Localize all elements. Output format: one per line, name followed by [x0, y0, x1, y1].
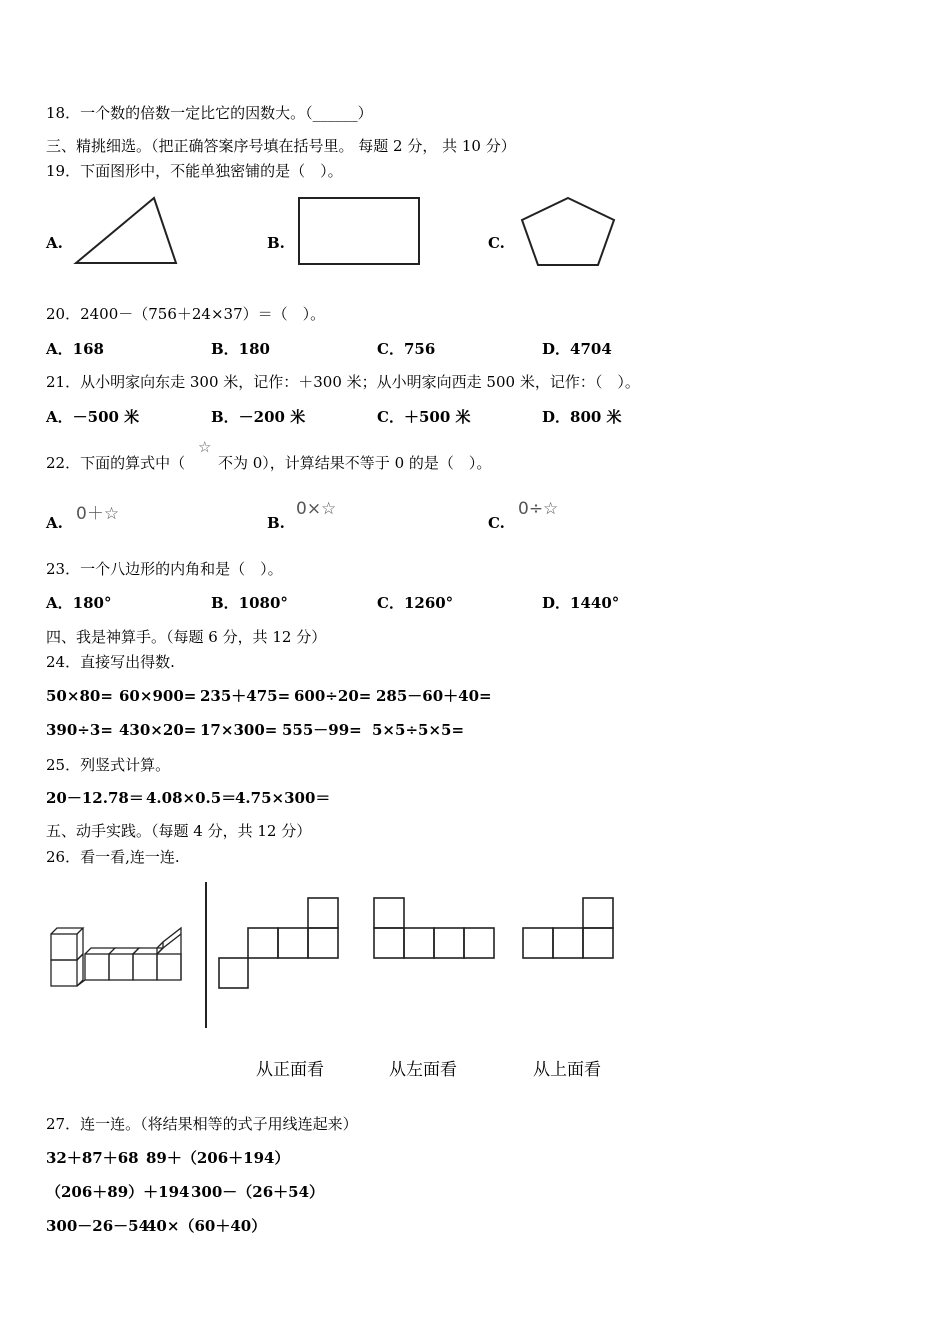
caption-left-view: 从左面看 [389, 1060, 457, 1080]
q20-option-a[interactable]: A．168 [46, 340, 104, 358]
q27-right-expression[interactable]: 89＋（206＋194） [146, 1149, 290, 1167]
q20-option-b[interactable]: B．180 [211, 340, 270, 358]
question-26-stem: 26．看一看,连一连. [46, 848, 180, 866]
q23-option-d[interactable]: D．1440° [542, 594, 620, 612]
divider-line [203, 882, 209, 1028]
q22-option-b-label[interactable]: B. [267, 514, 285, 532]
rectangle-shape [296, 195, 424, 267]
q25-item: 4.75×300＝ [235, 789, 331, 807]
caption-top-view: 从上面看 [533, 1060, 601, 1080]
q24-item: 285－60＋40= [376, 687, 492, 705]
section-4-heading: 四、我是神算手。（每题 6 分，共 12 分） [46, 628, 327, 646]
q24-item: 60×900= [119, 687, 197, 705]
q22-option-c-label[interactable]: C. [488, 514, 505, 532]
q22-option-b-expression: 0×☆ [296, 499, 337, 519]
q23-option-a[interactable]: A．180° [46, 594, 112, 612]
q23-option-c[interactable]: C．1260° [377, 594, 454, 612]
q25-item: 20－12.78＝ [46, 789, 144, 807]
q24-item: 390÷3= [46, 721, 113, 739]
q19-option-b-label[interactable]: B. [267, 234, 285, 252]
question-27-stem: 27．连一连。（将结果相等的式子用线连起来） [46, 1115, 358, 1133]
q27-left-expression[interactable]: （206＋89）＋194 [46, 1183, 190, 1201]
star-symbol: ☆ [198, 438, 212, 456]
view-3-grid [520, 895, 617, 961]
question-20-stem: 20．2400－（756＋24×37）＝（ ）。 [46, 305, 326, 323]
q20-option-c[interactable]: C．756 [377, 340, 436, 358]
view-2-grid [371, 895, 498, 961]
question-21-stem: 21．从小明家向东走 300 米，记作：＋300 米；从小明家向西走 500 米，记作：（ ）。 [46, 373, 640, 391]
q22-option-a-expression: 0＋☆ [76, 504, 120, 524]
q27-left-expression[interactable]: 32＋87＋68 [46, 1149, 139, 1167]
question-25-stem: 25．列竖式计算。 [46, 756, 171, 774]
question-22-stem-part1: 22．下面的算式中（ [46, 454, 186, 472]
q19-option-a-label[interactable]: A. [46, 234, 63, 252]
q27-right-expression[interactable]: 300－（26＋54） [191, 1183, 325, 1201]
question-24-stem: 24．直接写出得数. [46, 653, 175, 671]
q27-right-expression[interactable]: 40×（60＋40） [146, 1217, 267, 1235]
question-18: 18．一个数的倍数一定比它的因数大。（______） [46, 104, 373, 122]
q24-item: 430×20= [119, 721, 197, 739]
q24-item: 600÷20= [294, 687, 372, 705]
section-3-heading: 三、精挑细选。（把正确答案序号填在括号里。 每题 2 分， 共 10 分） [46, 137, 516, 155]
triangle-shape [72, 194, 182, 268]
question-23-stem: 23．一个八边形的内角和是（ ）。 [46, 560, 283, 578]
q24-item: 5×5÷5×5= [372, 721, 465, 739]
view-1-grid [216, 895, 342, 991]
q22-option-a-label[interactable]: A. [46, 514, 63, 532]
q24-item: 235＋475= [200, 687, 291, 705]
q20-option-d[interactable]: D．4704 [542, 340, 612, 358]
q21-option-d[interactable]: D．800 米 [542, 408, 622, 426]
q27-left-expression[interactable]: 300－26－54 [46, 1217, 150, 1235]
caption-front-view: 从正面看 [256, 1060, 324, 1080]
question-22-stem-part2: 不为 0），计算结果不等于 0 的是（ ）。 [218, 454, 492, 472]
q21-option-c[interactable]: C．＋500 米 [377, 408, 471, 426]
cube-solid-figure [46, 926, 186, 992]
q25-item: 4.08×0.5＝ [146, 789, 237, 807]
q22-option-c-expression: 0÷☆ [518, 499, 559, 519]
q23-option-b[interactable]: B．1080° [211, 594, 288, 612]
q24-item: 17×300= [200, 721, 278, 739]
q24-item: 50×80= [46, 687, 113, 705]
q19-option-c-label[interactable]: C. [488, 234, 505, 252]
section-5-heading: 五、动手实践。（每题 4 分，共 12 分） [46, 822, 312, 840]
q24-item: 555－99= [282, 721, 362, 739]
pentagon-shape [518, 195, 618, 269]
q21-option-b[interactable]: B．－200 米 [211, 408, 306, 426]
question-19-stem: 19．下面图形中，不能单独密铺的是（ ）。 [46, 162, 343, 180]
q21-option-a[interactable]: A．－500 米 [46, 408, 140, 426]
